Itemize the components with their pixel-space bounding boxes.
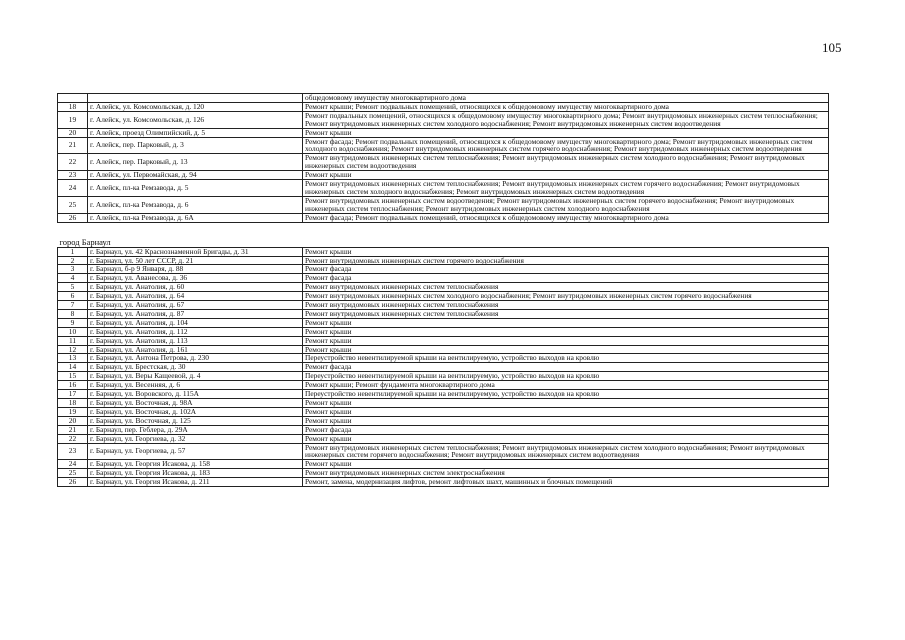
- row-number: 21: [58, 137, 88, 154]
- row-number: 25: [58, 196, 88, 213]
- table-row: [58, 469, 829, 478]
- row-work-type: Ремонт крыши: [303, 460, 829, 469]
- table-row: [58, 213, 829, 222]
- row-work-type: Ремонт крыши; Ремонт подвальных помещений, относящихся к общедомовому имуществу многоквартирного дома: [303, 102, 829, 111]
- table-row: [58, 94, 829, 103]
- row-work-type: Ремонт внутридомовых инженерных систем теплоснабжения; Ремонт внутридомовых инженерных систем холодного водоснабжения; Ремонт внутридомовых инженерных систем горячего водоснабжения; Ремонт внутридомовых инженерных систем водоотведения: [303, 443, 829, 460]
- row-work-type: Ремонт крыши: [303, 407, 829, 416]
- row-number: 16: [58, 381, 88, 390]
- row-work-type: Переустройство невентилируемой крыши на вентилируемую, устройство выходов на кровлю: [303, 390, 829, 399]
- row-work-type: Ремонт, замена, модернизация лифтов, ремонт лифтовых шахт, машинных и блочных помещений: [303, 478, 829, 487]
- table-row: [58, 363, 829, 372]
- table-row: [58, 416, 829, 425]
- row-address: г. Барнаул, ул. Георгия Исакова, д. 158: [88, 460, 303, 469]
- row-work-type: Ремонт крыши: [303, 434, 829, 443]
- row-address: г. Барнаул, ул. Георгия Исакова, д. 211: [88, 478, 303, 487]
- row-work-type: Ремонт фасада: [303, 363, 829, 372]
- row-address: г. Барнаул, ул. Аванесова, д. 36: [88, 274, 303, 283]
- row-number: 6: [58, 292, 88, 301]
- row-address: г. Алейск, ул. Комсомольская, д. 120: [88, 102, 303, 111]
- row-address: г. Барнаул, ул. Анатолия, д. 113: [88, 336, 303, 345]
- row-work-type: Ремонт внутридомовых инженерных систем теплоснабжения: [303, 309, 829, 318]
- row-address: г. Алейск, пер. Парковый, д. 3: [88, 137, 303, 154]
- table-row: [58, 102, 829, 111]
- row-work-type: Ремонт крыши; Ремонт фундамента многоквартирного дома: [303, 381, 829, 390]
- row-address: г. Барнаул, ул. Воровского, д. 115А: [88, 390, 303, 399]
- row-address: г. Барнаул, б-р 9 Января, д. 88: [88, 265, 303, 274]
- row-number: 23: [58, 443, 88, 460]
- row-number: 22: [58, 154, 88, 171]
- row-work-type: Ремонт внутридомовых инженерных систем теплоснабжения; Ремонт внутридомовых инженерных систем горячего водоснабжения; Ремонт внутридомовых инженерных систем холодного водоснабжения; Ремонт внутридомовых инженерных систем водоотведения: [303, 180, 829, 197]
- row-address: г. Барнаул, пер. Геблера, д. 29А: [88, 425, 303, 434]
- table-row: [58, 372, 829, 381]
- row-work-type: Ремонт фасада: [303, 425, 829, 434]
- row-work-type: Ремонт крыши: [303, 128, 829, 137]
- row-address: г. Барнаул, ул. Анатолия, д. 67: [88, 301, 303, 310]
- repair-registry-table: [57, 93, 829, 487]
- table-row: [58, 196, 829, 213]
- row-work-type: Ремонт фасада: [303, 274, 829, 283]
- row-number: 18: [58, 399, 88, 408]
- aleysk-rows: [58, 94, 829, 223]
- row-address: г. Алейск, пл-ка Ремзавода, д. 5: [88, 180, 303, 197]
- row-address: г. Барнаул, ул. Анатолия, д. 64: [88, 292, 303, 301]
- table-row: [58, 354, 829, 363]
- row-work-type: Переустройство невентилируемой крыши на вентилируемую, устройство выходов на кровлю: [303, 372, 829, 381]
- row-number: 3: [58, 265, 88, 274]
- row-number: 26: [58, 213, 88, 222]
- row-number: 10: [58, 327, 88, 336]
- row-address: г. Барнаул, ул. Веры Кащеевой, д. 4: [88, 372, 303, 381]
- table-row: [58, 443, 829, 460]
- row-work-type: Ремонт крыши: [303, 416, 829, 425]
- row-address: г. Барнаул, ул. Весенняя, д. 6: [88, 381, 303, 390]
- row-number: 26: [58, 478, 88, 487]
- table-row: [58, 154, 829, 171]
- row-address: г. Барнаул, ул. Анатолия, д. 112: [88, 327, 303, 336]
- row-number: 4: [58, 274, 88, 283]
- section-header: [58, 222, 829, 247]
- row-number: 2: [58, 256, 88, 265]
- row-work-type: Ремонт внутридомовых инженерных систем теплоснабжения; Ремонт внутридомовых инженерных систем холодного водоснабжения; Ремонт внутридомовых инженерных систем водоотведения: [303, 154, 829, 171]
- table-row: [58, 111, 829, 128]
- row-address: г. Барнаул, ул. Восточная, д. 125: [88, 416, 303, 425]
- row-address: г. Алейск, проезд Олимпийский, д. 5: [88, 128, 303, 137]
- table-row: [58, 478, 829, 487]
- row-address: г. Барнаул, ул. Анатолия, д. 87: [88, 309, 303, 318]
- table-row: [58, 318, 829, 327]
- section-title: город Барнаул: [58, 222, 829, 247]
- row-number: 8: [58, 309, 88, 318]
- table-row: [58, 137, 829, 154]
- page-number: 105: [822, 40, 842, 55]
- table-row: [58, 171, 829, 180]
- row-number: 17: [58, 390, 88, 399]
- table-row: [58, 128, 829, 137]
- row-address: г. Барнаул, ул. Георгия Исакова, д. 183: [88, 469, 303, 478]
- table-row: [58, 301, 829, 310]
- table-row: [58, 283, 829, 292]
- row-work-type: Ремонт фасада: [303, 265, 829, 274]
- barnaul-rows: [58, 247, 829, 486]
- row-number: 19: [58, 111, 88, 128]
- row-address: г. Барнаул, ул. Восточная, д. 98А: [88, 399, 303, 408]
- table-row: [58, 336, 829, 345]
- table-row: [58, 309, 829, 318]
- row-address: г. Барнаул, ул. Георгиева, д. 57: [88, 443, 303, 460]
- table-row: [58, 399, 829, 408]
- table-row: [58, 274, 829, 283]
- section-row: [58, 222, 829, 247]
- row-work-type: Ремонт подвальных помещений, относящихся к общедомовому имуществу многоквартирного дома; Ремонт внутридомовых инженерных систем теплоснабжения; Ремонт внутридомовых инженерных систем холодного водоснабжения; Ремонт внутридомовых инженерных систем водоотведения: [303, 111, 829, 128]
- row-number: 21: [58, 425, 88, 434]
- row-work-type: Ремонт внутридомовых инженерных систем теплоснабжения: [303, 301, 829, 310]
- row-number: 15: [58, 372, 88, 381]
- row-number: 1: [58, 247, 88, 256]
- row-number: 18: [58, 102, 88, 111]
- row-number: 22: [58, 434, 88, 443]
- row-address: г. Алейск, ул. Комсомольская, д. 126: [88, 111, 303, 128]
- row-number: 14: [58, 363, 88, 372]
- row-work-type: Ремонт внутридомовых инженерных систем электроснабжения: [303, 469, 829, 478]
- row-work-type: Ремонт внутридомовых инженерных систем холодного водоснабжения; Ремонт внутридомовых инженерных систем горячего водоснабжения: [303, 292, 829, 301]
- table-row: [58, 425, 829, 434]
- table-row: [58, 460, 829, 469]
- row-number: 13: [58, 354, 88, 363]
- row-number: 20: [58, 128, 88, 137]
- table-row: [58, 434, 829, 443]
- row-number: 12: [58, 345, 88, 354]
- table-row: [58, 265, 829, 274]
- row-number: 11: [58, 336, 88, 345]
- row-number: 19: [58, 407, 88, 416]
- table-row: [58, 381, 829, 390]
- row-number: [58, 94, 88, 103]
- row-work-type: общедомовому имуществу многоквартирного дома: [303, 94, 829, 103]
- row-address: г. Барнаул, ул. Брестская, д. 30: [88, 363, 303, 372]
- row-address: г. Алейск, пер. Парковый, д. 13: [88, 154, 303, 171]
- row-number: 24: [58, 460, 88, 469]
- row-number: 20: [58, 416, 88, 425]
- row-address: г. Барнаул, ул. 42 Краснознаменной Бригады, д. 31: [88, 247, 303, 256]
- row-address: г. Алейск, пл-ка Ремзавода, д. 6А: [88, 213, 303, 222]
- table-row: [58, 292, 829, 301]
- row-number: 7: [58, 301, 88, 310]
- row-work-type: Ремонт крыши: [303, 318, 829, 327]
- row-work-type: Ремонт фасада; Ремонт подвальных помещений, относящихся к общедомовому имуществу многоквартирного дома: [303, 213, 829, 222]
- table-row: [58, 345, 829, 354]
- row-work-type: Ремонт внутридомовых инженерных систем горячего водоснабжения: [303, 256, 829, 265]
- row-address: г. Барнаул, ул. 50 лет СССР, д. 21: [88, 256, 303, 265]
- row-work-type: Переустройство невентилируемой крыши на вентилируемую, устройство выходов на кровлю: [303, 354, 829, 363]
- row-number: 5: [58, 283, 88, 292]
- row-number: 24: [58, 180, 88, 197]
- row-number: 25: [58, 469, 88, 478]
- row-address: г. Барнаул, ул. Антона Петрова, д. 230: [88, 354, 303, 363]
- row-work-type: Ремонт внутридомовых инженерных систем водоотведения; Ремонт внутридомовых инженерных систем горячего водоснабжения; Ремонт внутридомовых инженерных систем теплоснабжения; Ремонт внутридомовых инженерных систем холодного водоснабжения: [303, 196, 829, 213]
- table-row: [58, 180, 829, 197]
- row-work-type: Ремонт крыши: [303, 336, 829, 345]
- row-address: г. Алейск, пл-ка Ремзавода, д. 6: [88, 196, 303, 213]
- row-work-type: Ремонт крыши: [303, 345, 829, 354]
- row-address: г. Барнаул, ул. Анатолия, д. 161: [88, 345, 303, 354]
- row-address: г. Алейск, ул. Первомайская, д. 94: [88, 171, 303, 180]
- row-address: г. Барнаул, ул. Анатолия, д. 104: [88, 318, 303, 327]
- table-row: [58, 407, 829, 416]
- row-work-type: Ремонт фасада; Ремонт подвальных помещений, относящихся к общедомовому имуществу многоквартирного дома; Ремонт внутридомовых инженерных систем холодного водоснабжения; Ремонт внутридомовых инженерных систем горячего водоснабжения; Ремонт внутридомовых инженерных систем водоотведения: [303, 137, 829, 154]
- row-work-type: Ремонт крыши: [303, 327, 829, 336]
- table-row: [58, 327, 829, 336]
- row-address: г. Барнаул, ул. Анатолия, д. 60: [88, 283, 303, 292]
- row-address: г. Барнаул, ул. Восточная, д. 102А: [88, 407, 303, 416]
- row-work-type: Ремонт крыши: [303, 399, 829, 408]
- row-address: [88, 94, 303, 103]
- row-number: 23: [58, 171, 88, 180]
- row-address: г. Барнаул, ул. Георгиева, д. 32: [88, 434, 303, 443]
- row-work-type: Ремонт внутридомовых инженерных систем теплоснабжения: [303, 283, 829, 292]
- row-work-type: Ремонт крыши: [303, 171, 829, 180]
- table-row: [58, 256, 829, 265]
- row-number: 9: [58, 318, 88, 327]
- table-row: [58, 247, 829, 256]
- table-row: [58, 390, 829, 399]
- row-work-type: Ремонт крыши: [303, 247, 829, 256]
